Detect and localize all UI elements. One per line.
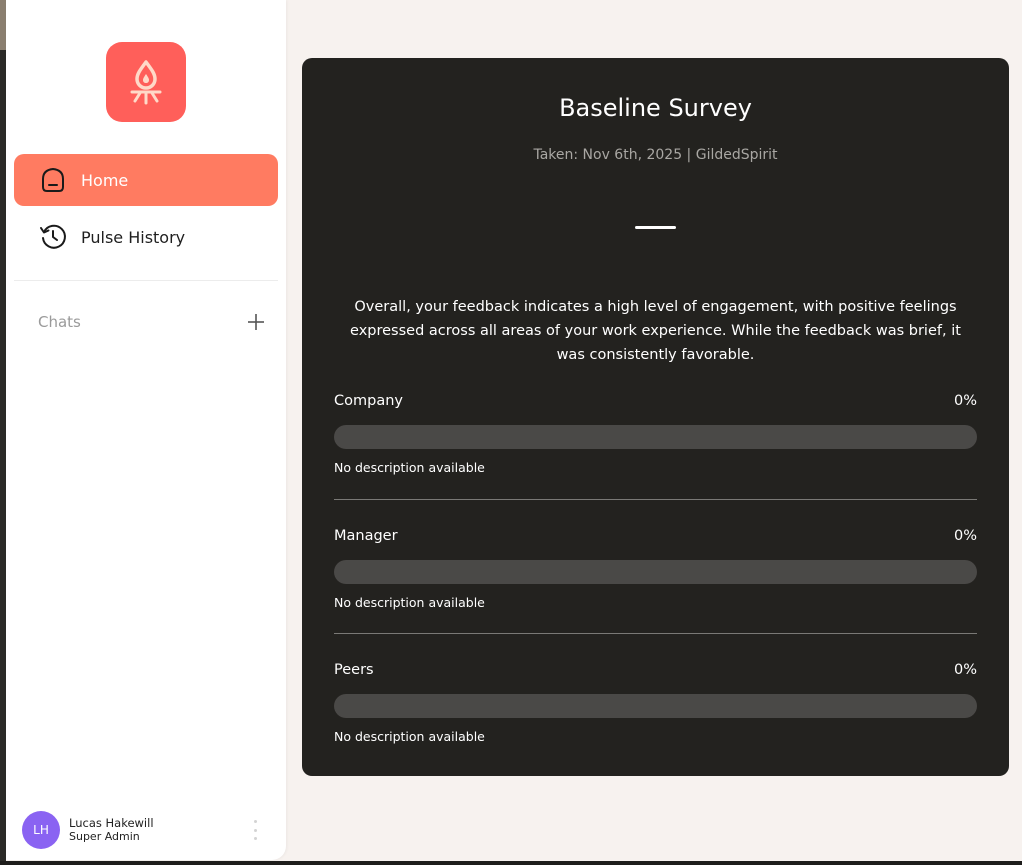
title-dash-divider	[635, 226, 676, 229]
user-profile[interactable]	[22, 810, 272, 850]
category-percent: 0%	[953, 393, 977, 409]
window-bottom-edge	[0, 861, 1022, 865]
category-manager	[334, 526, 977, 611]
avatar: LH	[22, 811, 60, 849]
flame-logo-icon	[126, 57, 166, 107]
survey-subtitle: Taken: Nov 6th, 2025 | GildedSpirit	[533, 147, 778, 163]
user-role: Super Admin	[69, 830, 140, 843]
nav-label-pulse-history: Pulse History	[81, 227, 186, 247]
section-divider	[334, 499, 977, 500]
home-icon	[38, 165, 68, 195]
new-chat-button[interactable]	[244, 310, 268, 334]
category-description: No description available	[334, 460, 485, 475]
category-peers	[334, 660, 977, 745]
sidebar-divider	[14, 280, 278, 281]
category-company	[334, 391, 977, 476]
plus-icon	[246, 312, 266, 332]
nav-label-home: Home	[81, 170, 129, 190]
user-name: Lucas Hakewill	[69, 816, 154, 830]
survey-card	[302, 58, 1009, 776]
sidebar	[6, 0, 286, 860]
category-description: No description available	[334, 595, 485, 610]
category-name: Manager	[334, 528, 398, 544]
chats-label: Chats	[38, 313, 81, 331]
progress-bar	[334, 560, 977, 584]
category-percent: 0%	[953, 662, 977, 678]
app-logo[interactable]	[106, 42, 186, 122]
survey-title: Baseline Survey	[559, 94, 752, 122]
category-name: Peers	[334, 662, 374, 678]
category-name: Company	[334, 393, 403, 409]
progress-bar	[334, 425, 977, 449]
section-divider	[334, 633, 977, 634]
survey-summary: Overall, your feedback indicates a high level of engagement, with positive feelings expressed across all areas of your work experience. While the feedback was brief, it was consistently favorable.	[350, 299, 961, 363]
category-description: No description available	[334, 729, 485, 744]
history-icon	[38, 222, 68, 252]
nav-item-home[interactable]	[14, 154, 278, 206]
progress-bar	[334, 694, 977, 718]
chats-header	[38, 310, 268, 334]
category-percent: 0%	[953, 528, 977, 544]
more-options-icon[interactable]	[250, 820, 260, 840]
nav-item-pulse-history[interactable]	[14, 211, 278, 263]
